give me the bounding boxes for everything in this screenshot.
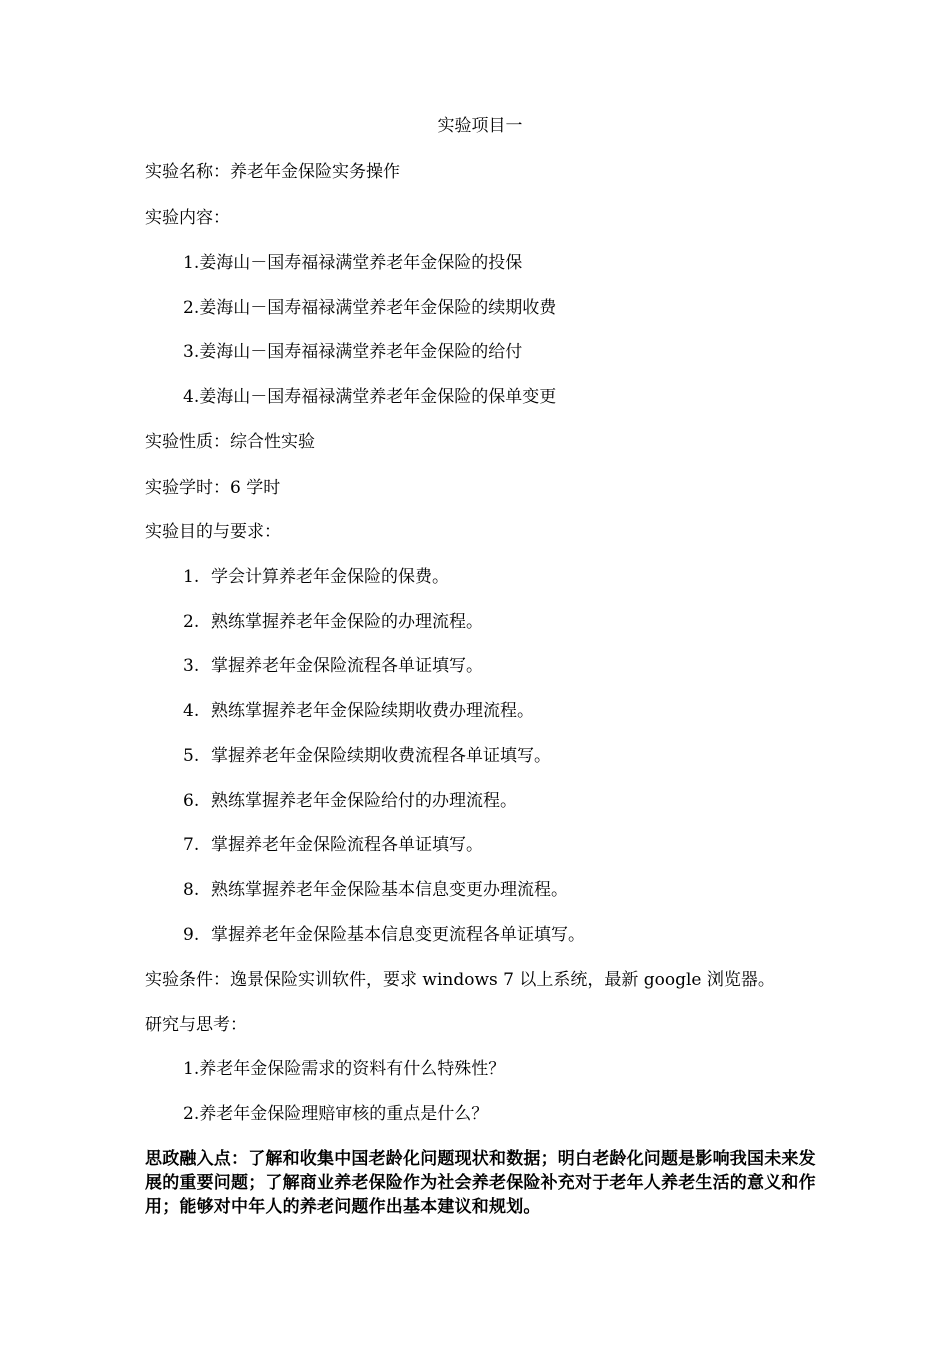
objective-number: 3.	[183, 656, 200, 676]
objective-number: 8.	[183, 880, 200, 900]
experiment-nature-line	[145, 430, 315, 454]
objective-item	[183, 610, 483, 634]
content-item: 4.姜海山－国寿福禄满堂养老年金保险的保单变更	[183, 387, 557, 407]
experiment-conditions-label: 实验条件：	[145, 970, 230, 990]
content-item: 1.姜海山－国寿福禄满堂养老年金保险的投保	[183, 253, 523, 273]
content-item: 3.姜海山－国寿福禄满堂养老年金保险的给付	[183, 342, 523, 362]
objectives-label: 实验目的与要求：	[145, 522, 281, 542]
page-title: 实验项目一	[437, 116, 523, 136]
experiment-name-label: 实验名称：	[145, 162, 230, 182]
objective-number: 4.	[183, 701, 200, 721]
objective-number: 1.	[183, 567, 200, 587]
experiment-content-label: 实验内容：	[145, 208, 230, 228]
objective-text: 掌握养老年金保险续期收费流程各单证填写。	[211, 746, 551, 766]
objective-item	[183, 744, 551, 768]
objective-item	[183, 833, 483, 857]
objective-item	[183, 789, 517, 813]
experiment-hours-label: 实验学时：	[145, 478, 230, 498]
ideology-paragraph: 思政融入点：了解和收集中国老龄化问题现状和数据；明白老龄化问题是影响我国未来发展的重要问题；了解商业养老保险作为社会养老保险补充对于老年人养老生活的意义和作用；能够对中年人的养老问题作出基本建议和规划。	[145, 1149, 816, 1217]
objective-text: 掌握养老年金保险流程各单证填写。	[211, 835, 483, 855]
objective-text: 熟练掌握养老年金保险给付的办理流程。	[211, 791, 517, 811]
experiment-nature-label: 实验性质：	[145, 432, 230, 452]
objective-number: 5.	[183, 746, 200, 766]
objective-number: 9.	[183, 925, 200, 945]
objective-item	[183, 699, 534, 723]
objective-item	[183, 923, 585, 947]
objective-text: 掌握养老年金保险基本信息变更流程各单证填写。	[211, 925, 585, 945]
objective-text: 熟练掌握养老年金保险基本信息变更办理流程。	[211, 880, 568, 900]
objective-number: 7.	[183, 835, 200, 855]
objective-text: 掌握养老年金保险流程各单证填写。	[211, 656, 483, 676]
research-item: 2.养老年金保险理赔审核的重点是什么？	[183, 1104, 489, 1124]
research-item: 1.养老年金保险需求的资料有什么特殊性？	[183, 1059, 506, 1079]
experiment-hours-line	[145, 476, 280, 500]
objective-text: 学会计算养老年金保险的保费。	[211, 567, 449, 587]
objective-item	[183, 878, 568, 902]
experiment-conditions-value: 逸景保险实训软件，要求 windows 7 以上系统，最新 google 浏览器。	[230, 970, 775, 990]
objective-text: 熟练掌握养老年金保险的办理流程。	[211, 612, 483, 632]
content-item: 2.姜海山－国寿福禄满堂养老年金保险的续期收费	[183, 298, 557, 318]
experiment-nature-value: 综合性实验	[230, 432, 315, 452]
experiment-name-value: 养老年金保险实务操作	[230, 162, 400, 182]
objective-number: 6.	[183, 791, 200, 811]
experiment-name-line	[145, 160, 400, 184]
objective-item	[183, 654, 483, 678]
objective-number: 2.	[183, 612, 200, 632]
research-label: 研究与思考：	[145, 1015, 247, 1035]
experiment-conditions-line	[145, 968, 775, 992]
objective-item	[183, 565, 449, 589]
objective-text: 熟练掌握养老年金保险续期收费办理流程。	[211, 701, 534, 721]
experiment-hours-value: 6 学时	[230, 478, 281, 498]
